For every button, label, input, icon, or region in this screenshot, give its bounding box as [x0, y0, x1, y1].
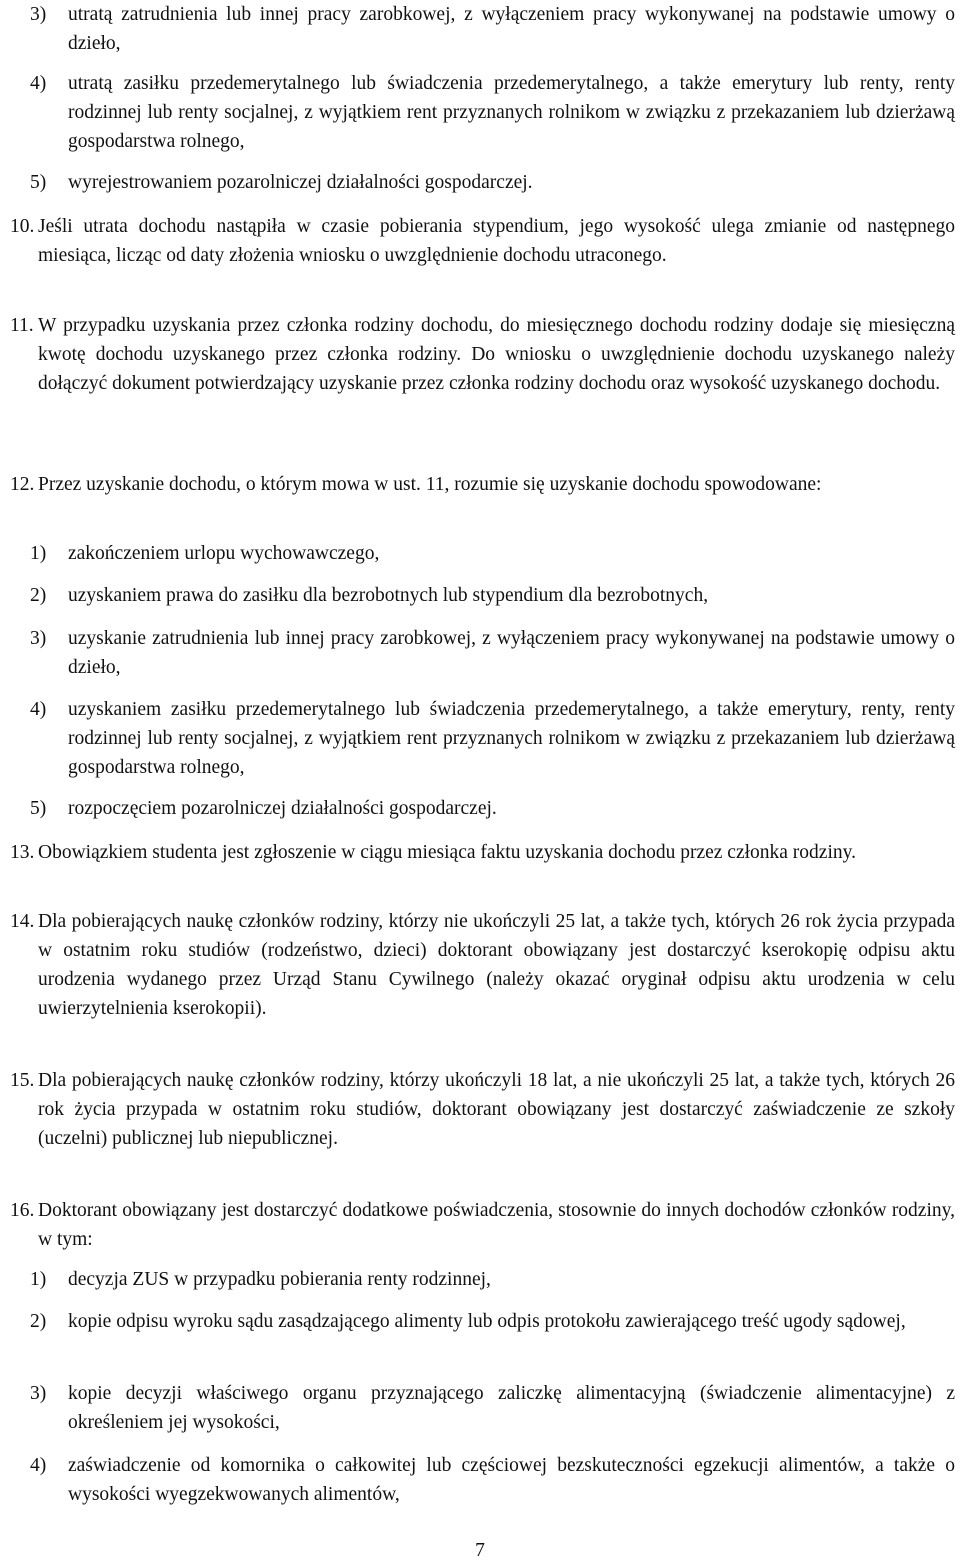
item-text: utratą zasiłku przedemerytalnego lub świadczenia przedemerytalnego, a także emerytury lub renty, renty rodzinnej lub renty socjalnej, z wyjątkiem rent przyznanych rolnikom w związku z przekazaniem lub dzierżawą gospodarstwa rolnego, [68, 73, 955, 152]
item-text: Dla pobierających naukę członków rodziny, którzy ukończyli 18 lat, a nie ukończyli 25 lat, a także tych, których 26 rok życia przypada w ostatnim roku studiów, doktorant obowiązany jest dostarczyć zaświadczenie ze szkoły (uczelni) publicznej lub niepublicznej. [38, 1070, 955, 1149]
paragraph-item [10, 1066, 955, 1153]
item-text: decyzja ZUS w przypadku pobierania renty rodzinnej, [68, 1269, 491, 1290]
item-number: 3) [30, 1383, 47, 1404]
item-text: uzyskaniem zasiłku przedemerytalnego lub świadczenia przedemerytalnego, a także emerytury, renty, renty rodzinnej lub renty socjalnej, z wyjątkiem rent przyznanych rolnikom w związku z przekazaniem lub dzierżawą gospodarstwa rolnego, [68, 699, 955, 778]
list-item [30, 581, 955, 610]
page-number: 7 [475, 1540, 485, 1561]
item-number: 3) [30, 4, 47, 25]
item-text: uzyskanie zatrudnienia lub innej pracy zarobkowej, z wyłączeniem pracy wykonywanej na podstawie umowy o dzieło, [68, 628, 955, 678]
paragraph-item [10, 311, 955, 398]
item-text: zaświadczenie od komornika o całkowitej lub częściowej bezskuteczności egzekucji alimentów, a także o wysokości wyegzekwowanych alimentów, [68, 1455, 955, 1505]
list-item [30, 624, 955, 682]
item-text: rozpoczęciem pozarolniczej działalności gospodarczej. [68, 798, 497, 819]
item-number: 4) [30, 73, 47, 94]
item-number: 14. [10, 911, 35, 932]
list-item [30, 1451, 955, 1509]
item-text: Jeśli utrata dochodu nastąpiła w czasie pobierania stypendium, jego wysokość ulega zmianie od następnego miesiąca, licząc od daty złożenia wniosku o uwzględnienie dochodu utraconego. [38, 216, 955, 266]
list-item [30, 0, 955, 58]
item-text: Przez uzyskanie dochodu, o którym mowa w ust. 11, rozumie się uzyskanie dochodu spowodowane: [38, 474, 822, 495]
item-number: 5) [30, 798, 47, 819]
paragraph-item [10, 1196, 955, 1254]
item-number: 11. [10, 315, 34, 336]
item-number: 1) [30, 543, 47, 564]
item-text: Dla pobierających naukę członków rodziny, którzy nie ukończyli 25 lat, a także tych, których 26 rok życia przypada w ostatnim roku studiów (rodzeństwo, dzieci) doktorant obowiązany jest dostarczyć kserokopię odpisu aktu urodzenia wydanego przez Urząd Stanu Cywilnego (należy okazać oryginał odpisu aktu urodzenia w celu uwierzytelnienia kserokopii). [38, 911, 955, 1019]
item-number: 1) [30, 1269, 47, 1290]
list-item [30, 695, 955, 782]
item-number: 3) [30, 628, 47, 649]
list-item [30, 794, 955, 823]
item-text: zakończeniem urlopu wychowawczego, [68, 543, 380, 564]
item-number: 2) [30, 585, 47, 606]
item-text: Doktorant obowiązany jest dostarczyć dodatkowe poświadczenia, stosownie do innych dochodów członków rodziny, w tym: [38, 1200, 955, 1250]
item-number: 4) [30, 1455, 47, 1476]
item-text: kopie odpisu wyroku sądu zasądzającego alimenty lub odpis protokołu zawierającego treść ugody sądowej, [68, 1311, 906, 1332]
item-number: 15. [10, 1070, 35, 1091]
paragraph-item [10, 470, 955, 499]
list-item [30, 1379, 955, 1437]
item-text: W przypadku uzyskania przez członka rodziny dochodu, do miesięcznego dochodu rodziny dodaje się miesięczną kwotę dochodu uzyskanego przez członka rodziny. Do wniosku o uwzględnienie dochodu uzyskanego należy dołączyć dokument potwierdzający uzyskanie przez członka rodziny dochodu oraz wysokość uzyskanego dochodu. [38, 315, 955, 394]
item-text: Obowiązkiem studenta jest zgłoszenie w ciągu miesiąca faktu uzyskania dochodu przez członka rodziny. [38, 842, 856, 863]
item-number: 10. [10, 216, 35, 237]
list-item [30, 1307, 955, 1336]
item-text: wyrejestrowaniem pozarolniczej działalności gospodarczej. [68, 172, 533, 193]
item-number: 13. [10, 842, 35, 863]
paragraph-item [10, 907, 955, 1023]
item-number: 2) [30, 1311, 47, 1332]
item-text: utratą zatrudnienia lub innej pracy zarobkowej, z wyłączeniem pracy wykonywanej na podstawie umowy o dzieło, [68, 4, 955, 54]
item-text: uzyskaniem prawa do zasiłku dla bezrobotnych lub stypendium dla bezrobotnych, [68, 585, 709, 606]
paragraph-item [10, 212, 955, 270]
item-number: 16. [10, 1200, 35, 1221]
paragraph-item [10, 838, 955, 867]
item-number: 4) [30, 699, 47, 720]
list-item [30, 168, 955, 197]
list-item [30, 539, 955, 568]
list-item [30, 1265, 955, 1294]
item-number: 5) [30, 172, 47, 193]
item-text: kopie decyzji właściwego organu przyznającego zaliczkę alimentacyjną (świadczenie alimentacyjne) z określeniem jej wysokości, [68, 1383, 955, 1433]
list-item [30, 69, 955, 156]
item-number: 12. [10, 474, 35, 495]
